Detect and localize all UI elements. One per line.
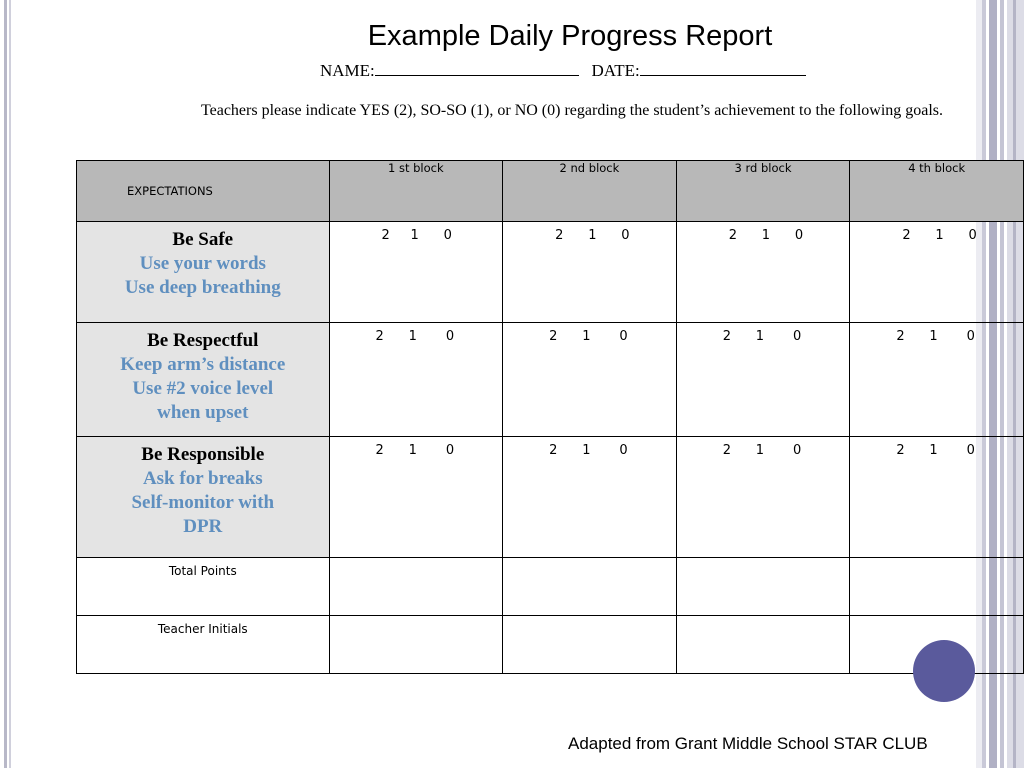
expectation-detail: when upset xyxy=(157,402,249,423)
expectation-detail: Use #2 voice level xyxy=(132,378,274,399)
expectation-detail: DPR xyxy=(183,516,223,537)
expectation-be-safe xyxy=(77,222,330,323)
total-points-cell[interactable] xyxy=(676,558,850,616)
teacher-initials-cell[interactable] xyxy=(503,616,677,674)
header-block-1: 1 st block xyxy=(329,161,503,222)
name-label: NAME: xyxy=(320,61,375,80)
date-blank xyxy=(640,61,806,76)
expectation-detail: Keep arm’s distance xyxy=(120,354,286,375)
score-cell[interactable]: 2 1 0 xyxy=(676,437,850,558)
instructions: Teachers please indicate YES (2), SO-SO (1), or NO (0) regarding the student’s achievement to the following goals. xyxy=(200,102,944,119)
score-cell[interactable]: 2 1 0 xyxy=(676,323,850,437)
header-block-3: 3 rd block xyxy=(676,161,850,222)
teacher-initials-cell[interactable] xyxy=(329,616,503,674)
score-cell[interactable]: 2 1 0 xyxy=(329,222,503,323)
page-title: Example Daily Progress Report xyxy=(367,20,773,52)
name-blank xyxy=(375,61,579,76)
name-date-line xyxy=(320,61,806,81)
header-block-2: 2 nd block xyxy=(503,161,677,222)
left-decorative-border xyxy=(0,0,14,768)
decorative-circle xyxy=(913,640,975,702)
score-cell[interactable]: 2 1 0 xyxy=(329,323,503,437)
score-cell[interactable]: 2 1 0 xyxy=(676,222,850,323)
score-cell[interactable]: 2 1 0 xyxy=(850,437,1024,558)
total-points-cell[interactable] xyxy=(850,558,1024,616)
teacher-initials-cell[interactable] xyxy=(676,616,850,674)
score-cell[interactable]: 2 1 0 xyxy=(850,323,1024,437)
score-cell[interactable]: 2 1 0 xyxy=(329,437,503,558)
score-cell[interactable]: 2 1 0 xyxy=(503,437,677,558)
total-points-cell[interactable] xyxy=(503,558,677,616)
score-cell[interactable]: 2 1 0 xyxy=(503,323,677,437)
expectation-detail: Self-monitor with xyxy=(131,492,275,513)
header-block-4: 4 th block xyxy=(850,161,1024,222)
score-cell[interactable]: 2 1 0 xyxy=(503,222,677,323)
expectation-heading: Be Responsible xyxy=(141,444,265,465)
teacher-initials-label: Teacher Initials xyxy=(77,616,330,674)
header-expectations: EXPECTATIONS xyxy=(77,161,330,222)
date-label: DATE: xyxy=(591,61,640,80)
expectation-be-respectful xyxy=(77,323,330,437)
expectation-detail: Ask for breaks xyxy=(142,468,263,489)
total-points-cell[interactable] xyxy=(329,558,503,616)
expectation-detail: Use your words xyxy=(139,253,266,274)
expectation-heading: Be Safe xyxy=(172,229,234,250)
total-points-label: Total Points xyxy=(77,558,330,616)
expectation-be-responsible xyxy=(77,437,330,558)
footer-credit: Adapted from Grant Middle School STAR CLUB xyxy=(568,734,928,753)
progress-table xyxy=(76,160,1024,674)
expectation-heading: Be Respectful xyxy=(147,330,259,351)
score-cell[interactable]: 2 1 0 xyxy=(850,222,1024,323)
expectation-detail: Use deep breathing xyxy=(124,277,281,298)
